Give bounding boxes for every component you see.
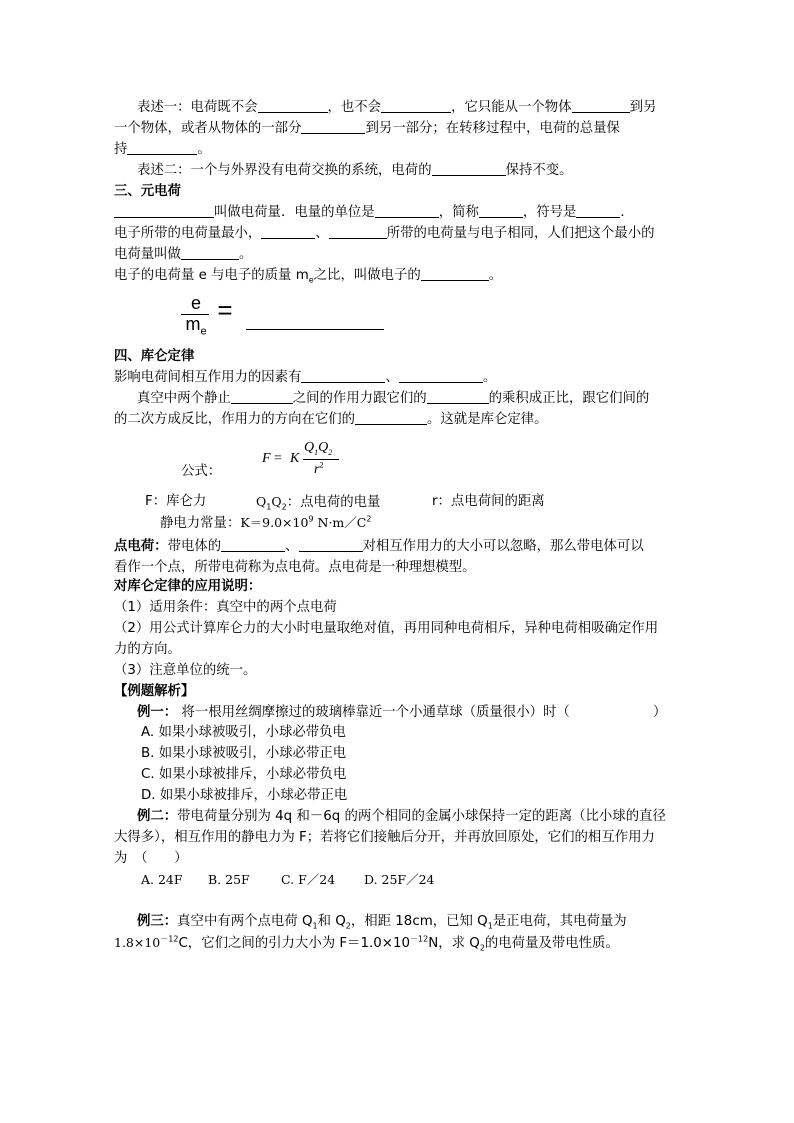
s2-line2	[114, 119, 620, 139]
text: 将一根用丝绸摩擦过的玻璃棒靠近一个小通草球（质量很小）时（	[177, 705, 570, 720]
blank	[421, 266, 489, 281]
text: 叫做电荷量．电量的单位是	[214, 205, 375, 220]
text: 真空中两个静止	[137, 391, 231, 406]
example-2-option-d[interactable]: D. 25F／24	[364, 872, 435, 887]
subscript: e	[308, 275, 314, 285]
text: 例二：	[137, 809, 178, 824]
s3-line1	[114, 203, 634, 223]
application-item-3: （3）注意单位的统一。	[114, 663, 257, 678]
formula-denominator	[314, 462, 323, 478]
text: N，求 Q	[428, 936, 480, 951]
s3-line3	[114, 245, 252, 265]
text: 。	[488, 268, 503, 283]
superscript: 2	[366, 514, 372, 524]
text: 、	[285, 539, 299, 554]
text: 所带的电荷量与电子相同，人们把这个最小的	[386, 226, 655, 241]
text: 。	[197, 142, 211, 157]
text: 例三：	[137, 914, 178, 929]
text: 、	[315, 226, 329, 241]
text: ，它只能从一个物体	[451, 100, 572, 115]
text: ，也不会	[327, 100, 382, 115]
text: 、	[385, 370, 399, 385]
equals-sign: =	[217, 295, 233, 325]
section-title-4: 四、库仑定律	[114, 349, 195, 364]
example-2-line2: 大得多），相互作用的静电力为 F；若将它们接触后分开，并再放回原处，它们的相互作用力	[114, 830, 655, 845]
point-charge-line2: 看作一个点，所带电荷称为点电荷。点电荷是一种理想模型。	[114, 560, 476, 575]
text: 持	[114, 142, 128, 157]
subscript: 1	[314, 447, 319, 457]
text: K＝9.0×10	[240, 515, 309, 530]
s4-line3	[114, 410, 548, 430]
blank	[301, 119, 365, 134]
text: r	[314, 462, 320, 477]
text: m	[185, 314, 201, 334]
example-2-line3: 为 （ ）	[114, 851, 188, 866]
blank	[231, 389, 293, 404]
text: 电子所带的电荷量最小，	[114, 226, 262, 241]
s2-line4	[137, 161, 573, 181]
example-2-option-b[interactable]: B. 25F	[208, 872, 250, 887]
blank	[127, 140, 197, 155]
example-3-line2	[114, 933, 619, 954]
text: 和 Q	[317, 914, 346, 929]
blank	[381, 98, 451, 113]
text: N·m／C	[313, 515, 367, 530]
text: 的电荷量及带电性质。	[484, 936, 619, 951]
text: 1.8×10	[114, 935, 161, 950]
text: 到另	[629, 100, 657, 115]
subscript: 2	[281, 502, 287, 512]
example-1-option-a[interactable]: A. 如果小球被吸引，小球必带负电	[141, 725, 346, 740]
text: 电荷量叫做	[114, 247, 181, 262]
text: 电子的电荷量 e 与电子的质量 m	[114, 268, 309, 283]
text: 保持不变。	[505, 163, 573, 178]
subscript: e	[200, 325, 207, 338]
formula-eq: =	[274, 451, 282, 466]
text: 之比，叫做电子的	[313, 268, 421, 283]
example-1-close-paren: ）	[653, 705, 667, 720]
example-1-question	[137, 703, 570, 723]
text: 。这就是库仑定律。	[427, 412, 548, 427]
text: 对相互作用力的大小可以忽略，那么带电体可以	[362, 539, 644, 554]
text: 带电荷量分别为 4q 和－6q 的两个相同的金属小球保持一定的距离（比小球的直径	[177, 809, 666, 824]
text: 的二次方成反比，作用力的方向在它们的	[114, 412, 356, 427]
blank	[299, 537, 363, 552]
s4-line2	[137, 389, 649, 409]
text: 例一：	[137, 705, 178, 720]
formula-K: K	[290, 451, 300, 466]
superscript: 9	[308, 514, 314, 524]
text: 之间的作用力跟它们的	[292, 391, 427, 406]
superscript: －12	[410, 934, 429, 944]
frac-numerator: e	[190, 293, 201, 313]
text: 。	[238, 247, 253, 262]
subscript: 1	[487, 921, 493, 931]
text: Q	[271, 494, 282, 509]
blank	[375, 203, 439, 218]
subscript: 2	[328, 447, 333, 457]
subscript: 2	[345, 921, 351, 931]
text: ，相距 18cm，已知 Q	[350, 914, 488, 929]
examples-title: 【例题解析】	[114, 684, 195, 699]
s2-line3	[114, 140, 211, 160]
blank	[261, 224, 315, 239]
text: 静电力常量：	[160, 516, 241, 531]
formula-label: 公式：	[181, 464, 222, 479]
text: 一个物体，或者从物体的一部分	[114, 121, 302, 136]
application-item-1: （1）适用条件：真空中的两个点电荷	[114, 600, 337, 615]
subscript: 2	[479, 943, 485, 953]
text: Q	[256, 494, 267, 509]
blank	[399, 368, 483, 383]
superscript: 2	[319, 460, 324, 470]
text: 表述二：一个与外界没有电荷交换的系统，电荷的	[137, 163, 432, 178]
text: 真空中有两个点电荷 Q	[177, 914, 313, 929]
s2-line1	[137, 98, 656, 118]
section-title-3: 三、元电荷	[114, 184, 181, 199]
text: 点电荷：	[114, 539, 168, 554]
def-r: r：点电荷间的距离	[432, 494, 545, 509]
s4-line1	[114, 368, 496, 388]
text: 。	[482, 370, 497, 385]
s3-line4	[114, 266, 502, 286]
s3-line2	[114, 224, 655, 244]
blank	[258, 98, 328, 113]
example-2-line1	[137, 807, 666, 827]
text: 影响电荷间相互作用力的因素有	[114, 370, 302, 385]
text: 表述一：电荷既不会	[137, 100, 258, 115]
formula-numerator	[304, 440, 332, 456]
coulomb-constant	[160, 513, 371, 534]
blank	[329, 224, 387, 239]
coulomb-formula	[262, 440, 352, 486]
example-2-option-c[interactable]: C. F／24	[281, 872, 336, 887]
blank	[479, 203, 523, 218]
def-Q	[256, 492, 380, 513]
example-2-option-a[interactable]: A. 24F	[141, 872, 183, 887]
text: 带电体的	[167, 539, 222, 554]
superscript: －12	[160, 934, 179, 944]
text: Q	[304, 440, 315, 455]
text: Q	[318, 440, 329, 455]
def-F: F：库仑力	[145, 494, 207, 509]
blank	[576, 203, 620, 218]
text: 的乘积成正比，跟它们间的	[488, 391, 650, 406]
text: ，符号是	[522, 205, 577, 220]
blank	[221, 537, 285, 552]
frac-denominator	[179, 313, 213, 338]
blank	[355, 410, 427, 425]
blank	[572, 98, 630, 113]
blank	[432, 161, 506, 176]
blank	[301, 368, 385, 383]
text: ，简称	[438, 205, 479, 220]
text: 是正电荷，其电荷量为	[492, 914, 627, 929]
text: C，它们之间的引力大小为 F＝1.0×10	[178, 936, 411, 951]
text: 到另一部分；在转移过程中，电荷的总量保	[365, 121, 620, 136]
blank	[427, 389, 489, 404]
application-item-2-cont: 力的方向。	[114, 642, 181, 657]
application-item-2: （2）用公式计算库仑力的大小时电量取绝对值，再用同种电荷相斥，异种电荷相吸确定作用	[114, 621, 659, 636]
subscript: 1	[312, 921, 318, 931]
example-1-option-c[interactable]: C. 如果小球被排斥，小球必带负电	[141, 767, 347, 782]
example-3-line1	[137, 912, 627, 932]
point-charge-line1	[114, 537, 644, 557]
text: ．	[620, 205, 634, 220]
text: ：点电荷的电量	[286, 495, 381, 510]
formula-F: F	[262, 451, 271, 466]
application-title: 对库仑定律的应用说明：	[114, 579, 262, 594]
subscript: 1	[266, 502, 272, 512]
answer-blank	[246, 329, 384, 330]
blank	[114, 203, 214, 218]
blank	[181, 245, 239, 260]
example-1-option-b[interactable]: B. 如果小球被吸引，小球必带正电	[141, 746, 347, 761]
example-1-option-d[interactable]: D. 如果小球被排斥，小球必带正电	[141, 788, 348, 803]
